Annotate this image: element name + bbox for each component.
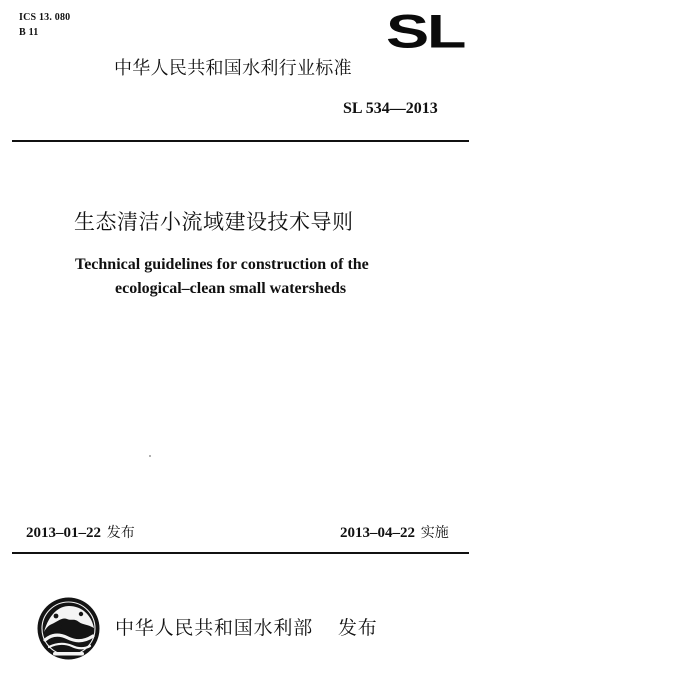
standard-type-heading: 中华人民共和国水利行业标准	[114, 58, 352, 79]
classification-codes	[19, 10, 70, 40]
title-english-line-1: Technical guidelines for construction of the	[75, 256, 369, 273]
standard-number: SL 534—2013	[343, 100, 438, 117]
title-chinese: 生态清洁小流域建设技术导则	[74, 210, 354, 234]
implement-date: 2013–04–22	[340, 525, 415, 541]
title-english-line-2: ecological–clean small watersheds	[115, 280, 347, 297]
category-code: B 11	[19, 27, 39, 38]
issue-label: 发布	[106, 525, 135, 541]
implement-label: 实施	[420, 525, 449, 541]
bottom-divider	[12, 552, 469, 554]
ics-code: ICS 13. 080	[19, 12, 71, 23]
scan-speck	[149, 455, 151, 457]
publish-action: 发布	[338, 617, 378, 639]
issue-date-line	[26, 523, 135, 543]
top-divider	[12, 140, 469, 142]
sl-logo: SL	[386, 5, 465, 59]
ministry-seal-icon	[36, 596, 101, 661]
implement-date-line	[340, 523, 449, 543]
publisher-name: 中华人民共和国水利部	[115, 617, 314, 639]
issue-date: 2013–01–22	[26, 525, 101, 541]
